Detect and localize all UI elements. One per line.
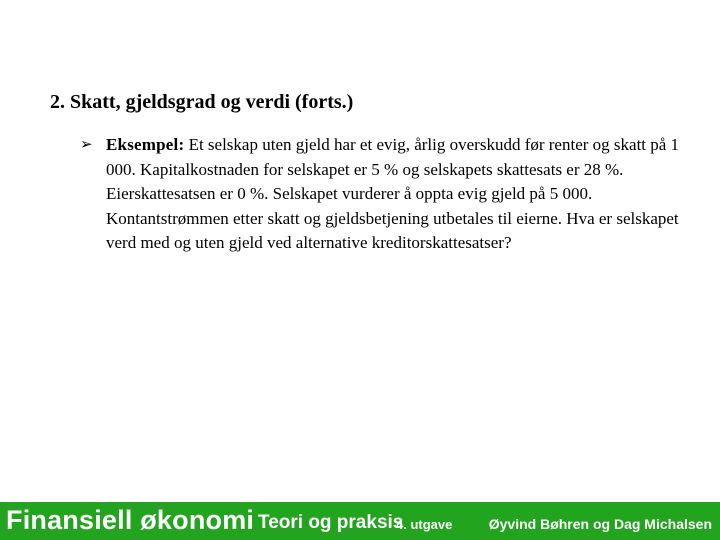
- bullet-lead: Eksempel:: [106, 135, 185, 154]
- footer-authors: Øyvind Bøhren og Dag Michalsen: [488, 516, 712, 532]
- arrow-bullet-icon: ➢: [80, 137, 93, 153]
- bullet-body: Et selskap uten gjeld har et evig, årlig overskudd før renter og skatt på 1 000. Kapitalkostnaden for selskapet er 5 % og selskapets skattesats er 28 %. Eierskattesatsen er 0 %. Selskapet vurderer å oppta evig gjeld på 5 000. Kontantstrømmen etter skatt og gjeldsbetjening utbetales til eierne. Hva er selskapet verd med og uten gjeld ved alternative kreditorskattesatser?: [106, 135, 680, 252]
- footer-subtitle: Teori og praksis: [258, 512, 404, 533]
- bullet-paragraph: [106, 133, 706, 256]
- footer-banner: [0, 502, 720, 540]
- footer-brand: Finansiell økonomi: [6, 505, 255, 535]
- slide-title: 2. Skatt, gjeldsgrad og verdi (forts.): [50, 91, 354, 113]
- footer-edition: 4. utgave: [396, 517, 453, 532]
